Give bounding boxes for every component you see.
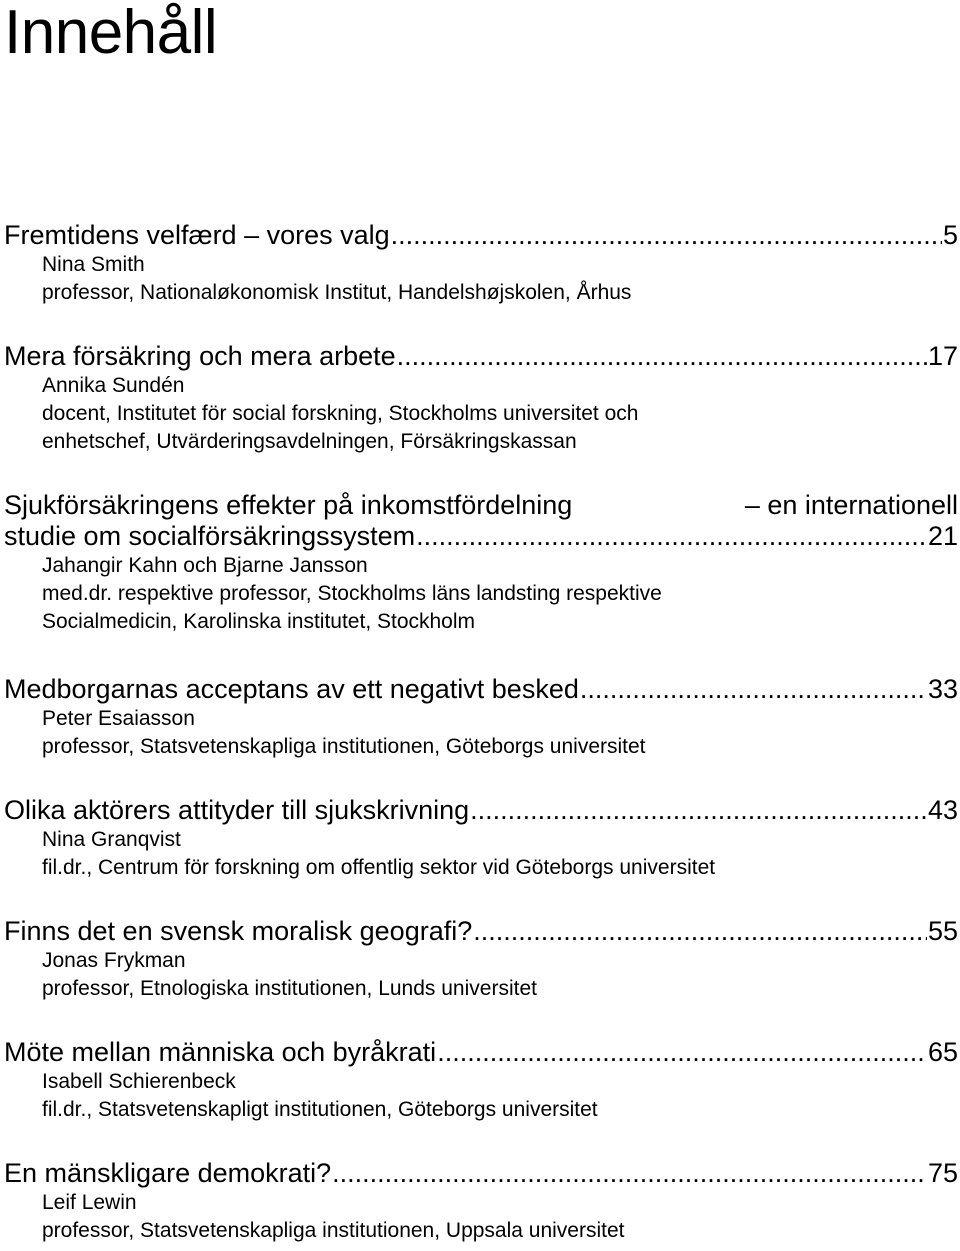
author-affiliation: med.dr. respektive professor, Stockholms läns landsting respektive <box>42 582 662 605</box>
dot-leader <box>473 916 927 947</box>
toc-page-number: 55 <box>927 916 958 946</box>
toc-entry-title: Fremtidens velfærd – vores valg <box>4 220 390 250</box>
toc-entry-title: Mera försäkring och mera arbete <box>4 341 396 371</box>
author-name: Peter Esaiasson <box>42 707 195 730</box>
toc-entry-title: Medborgarnas acceptans av ett negativt besked <box>4 674 579 704</box>
toc-title-first-line <box>4 490 958 521</box>
dot-leader <box>580 674 927 705</box>
author-block <box>4 947 958 1003</box>
dot-leader <box>391 220 942 251</box>
dot-leader <box>397 341 927 372</box>
toc-page-number: 75 <box>927 1158 958 1188</box>
toc-entry-title-part: Sjukförsäkringens effekter på inkomstfördelning <box>4 490 573 520</box>
toc-entry <box>4 795 958 882</box>
author-affiliation: fil.dr., Statsvetenskapligt institutionen, Göteborgs universitet <box>42 1098 598 1121</box>
author-affiliation: professor, Etnologiska institutionen, Lunds universitet <box>42 977 537 1000</box>
author-affiliation: professor, Statsvetenskapliga institutionen, Göteborgs universitet <box>42 735 646 758</box>
toc-entry <box>4 674 958 761</box>
author-name: Isabell Schierenbeck <box>42 1070 236 1093</box>
author-name: Jonas Frykman <box>42 949 186 972</box>
toc-title-line <box>4 341 958 372</box>
toc-entry <box>4 916 958 1003</box>
author-affiliation: fil.dr., Centrum för forskning om offentlig sektor vid Göteborgs universitet <box>42 856 716 879</box>
toc-title-line <box>4 1158 958 1189</box>
toc-title-line <box>4 916 958 947</box>
toc-page-number: 43 <box>927 795 958 825</box>
author-block <box>4 552 958 636</box>
author-affiliation: docent, Institutet för social forskning, Stockholms universitet och <box>42 402 639 425</box>
toc-entry-title: Möte mellan människa och byråkrati <box>4 1037 437 1067</box>
toc-title-line <box>4 1037 958 1068</box>
toc-page-number: 65 <box>927 1037 958 1067</box>
author-block <box>4 251 958 307</box>
toc-entry <box>4 490 958 636</box>
toc-title-line <box>4 674 958 705</box>
toc-entry-title-part: – en internationell <box>744 490 958 520</box>
dot-leader <box>437 1037 927 1068</box>
dot-leader <box>416 521 927 552</box>
author-name: Jahangir Kahn och Bjarne Jansson <box>42 554 368 577</box>
toc-page-number: 33 <box>927 674 958 704</box>
author-block <box>4 1189 958 1245</box>
author-block <box>4 372 958 456</box>
author-name: Leif Lewin <box>42 1191 137 1214</box>
toc-entry-title: studie om socialförsäkringssystem <box>4 521 416 551</box>
author-affiliation: enhetschef, Utvärderingsavdelningen, Försäkringskassan <box>42 430 577 453</box>
author-affiliation: Socialmedicin, Karolinska institutet, Stockholm <box>42 610 476 633</box>
author-affiliation: professor, Nationaløkonomisk Institut, Handelshøjskolen, Århus <box>42 281 632 304</box>
toc-entry-title: En mänskligare demokrati? <box>4 1158 332 1188</box>
author-affiliation: professor, Statsvetenskapliga institutionen, Uppsala universitet <box>42 1219 625 1242</box>
author-name: Annika Sundén <box>42 374 185 397</box>
dot-leader <box>470 795 927 826</box>
dot-leader <box>332 1158 927 1189</box>
author-block <box>4 826 958 882</box>
author-block <box>4 705 958 761</box>
author-name: Nina Smith <box>42 253 145 276</box>
author-block <box>4 1068 958 1124</box>
toc-entry-title: Finns det en svensk moralisk geografi? <box>4 916 473 946</box>
toc-entry <box>4 1158 958 1245</box>
toc-entry-title: Olika aktörers attityder till sjukskrivning <box>4 795 470 825</box>
toc-title-line <box>4 220 958 251</box>
toc-page-number: 5 <box>942 220 958 250</box>
toc-entry <box>4 220 958 307</box>
toc-page-number: 17 <box>927 341 958 371</box>
toc-page-number: 21 <box>927 521 958 551</box>
author-name: Nina Granqvist <box>42 828 181 851</box>
toc-title-line <box>4 521 958 552</box>
page-title: Innehåll <box>4 0 218 67</box>
toc-title-line <box>4 795 958 826</box>
toc-entry <box>4 341 958 456</box>
toc-entry <box>4 1037 958 1124</box>
